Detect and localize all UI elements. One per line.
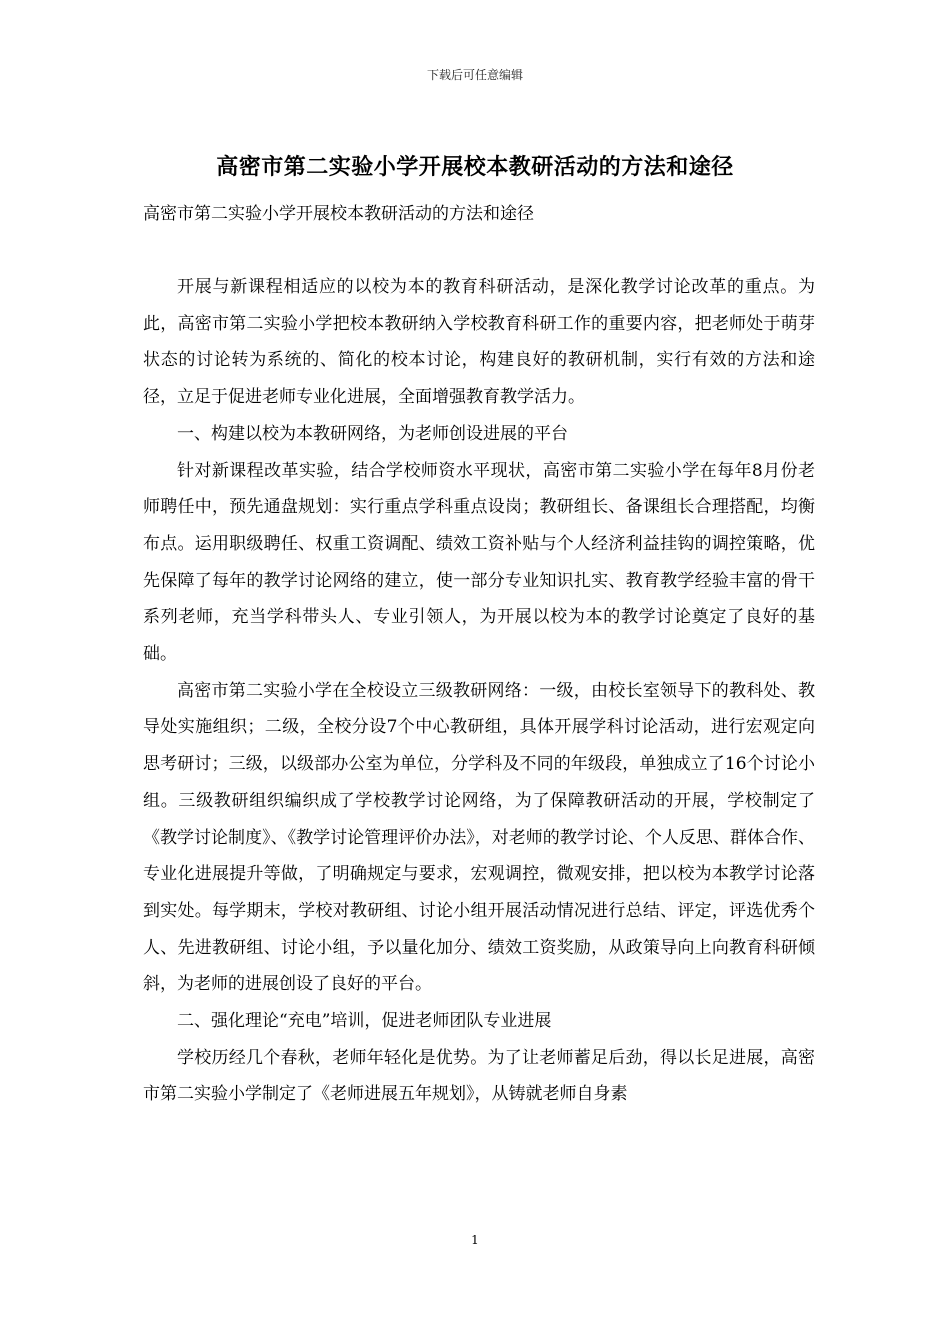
paragraph: 高密市第二实验小学在全校设立三级教研网络：一级，由校长室领导下的教科处、教导处实施组织；二级，全校分设7个中心教研组，具体开展学科讨论活动，进行宏观定向思考研讨；三级，以级部办公室为单位，分学科及不同的年级段，单独成立了16个讨论小组。三级教研组织编织成了学校教学讨论网络，为了保障教研活动的开展，学校制定了《教学讨论制度》、《教学讨论管理评价办法》，对老师的教学讨论、个人反思、群体合作、专业化进展提升等做，了明确规定与要求，宏观调控，微观安排，把以校为本教学讨论落到实处。每学期末，学校对教研组、讨论小组开展活动情况进行总结、评定，评选优秀个人、先进教研组、讨论小组，予以量化加分、绩效工资奖励，从政策导向上向教育科研倾斜，为老师的进展创设了良好的平台。 [143,680,815,995]
paragraph: 针对新课程改革实验，结合学校师资水平现状，高密市第二实验小学在每年8月份老师聘任中，预先通盘规划：实行重点学科重点设岗；教研组长、备课组长合理搭配，均衡布点。运用职级聘任、权重工资调配、绩效工资补贴与个人经济利益挂钩的调控策略，优先保障了每年的教学讨论网络的建立，使一部分专业知识扎实、教育教学经验丰富的骨干系列老师，充当学科带头人、专业引领人，为开展以校为本的教学讨论奠定了良好的基础。 [143,460,815,665]
document-title: 高密市第二实验小学开展校本教研活动的方法和途径 [216,154,734,180]
page-number: 1 [471,1233,479,1247]
section-heading-1: 一、构建以校为本教研网络，为老师创设进展的平台 [177,423,568,444]
paragraph: 学校历经几个春秋，老师年轻化是优势。为了让老师蓄足后劲，得以长足进展，高密市第二实验小学制定了《老师进展五年规划》，从铸就老师自身素 [143,1047,815,1105]
document-subtitle: 高密市第二实验小学开展校本教研活动的方法和途径 [143,204,534,224]
paragraph-intro: 开展与新课程相适应的以校为本的教育科研活动，是深化教学讨论改革的重点。为此，高密市第二实验小学把校本教研纳入学校教育科研工作的重要内容，把老师处于萌芽状态的讨论转为系统的、简化的校本讨论，构建良好的教研机制，实行有效的方法和途径，立足于促进老师专业化进展，全面增强教育教学活力。 [143,277,815,408]
document-body [143,269,815,1113]
page-header: 下载后可任意编辑 [426,68,523,82]
section-heading-2: 二、强化理论“充电”培训，促进老师团队专业进展 [177,1011,552,1032]
